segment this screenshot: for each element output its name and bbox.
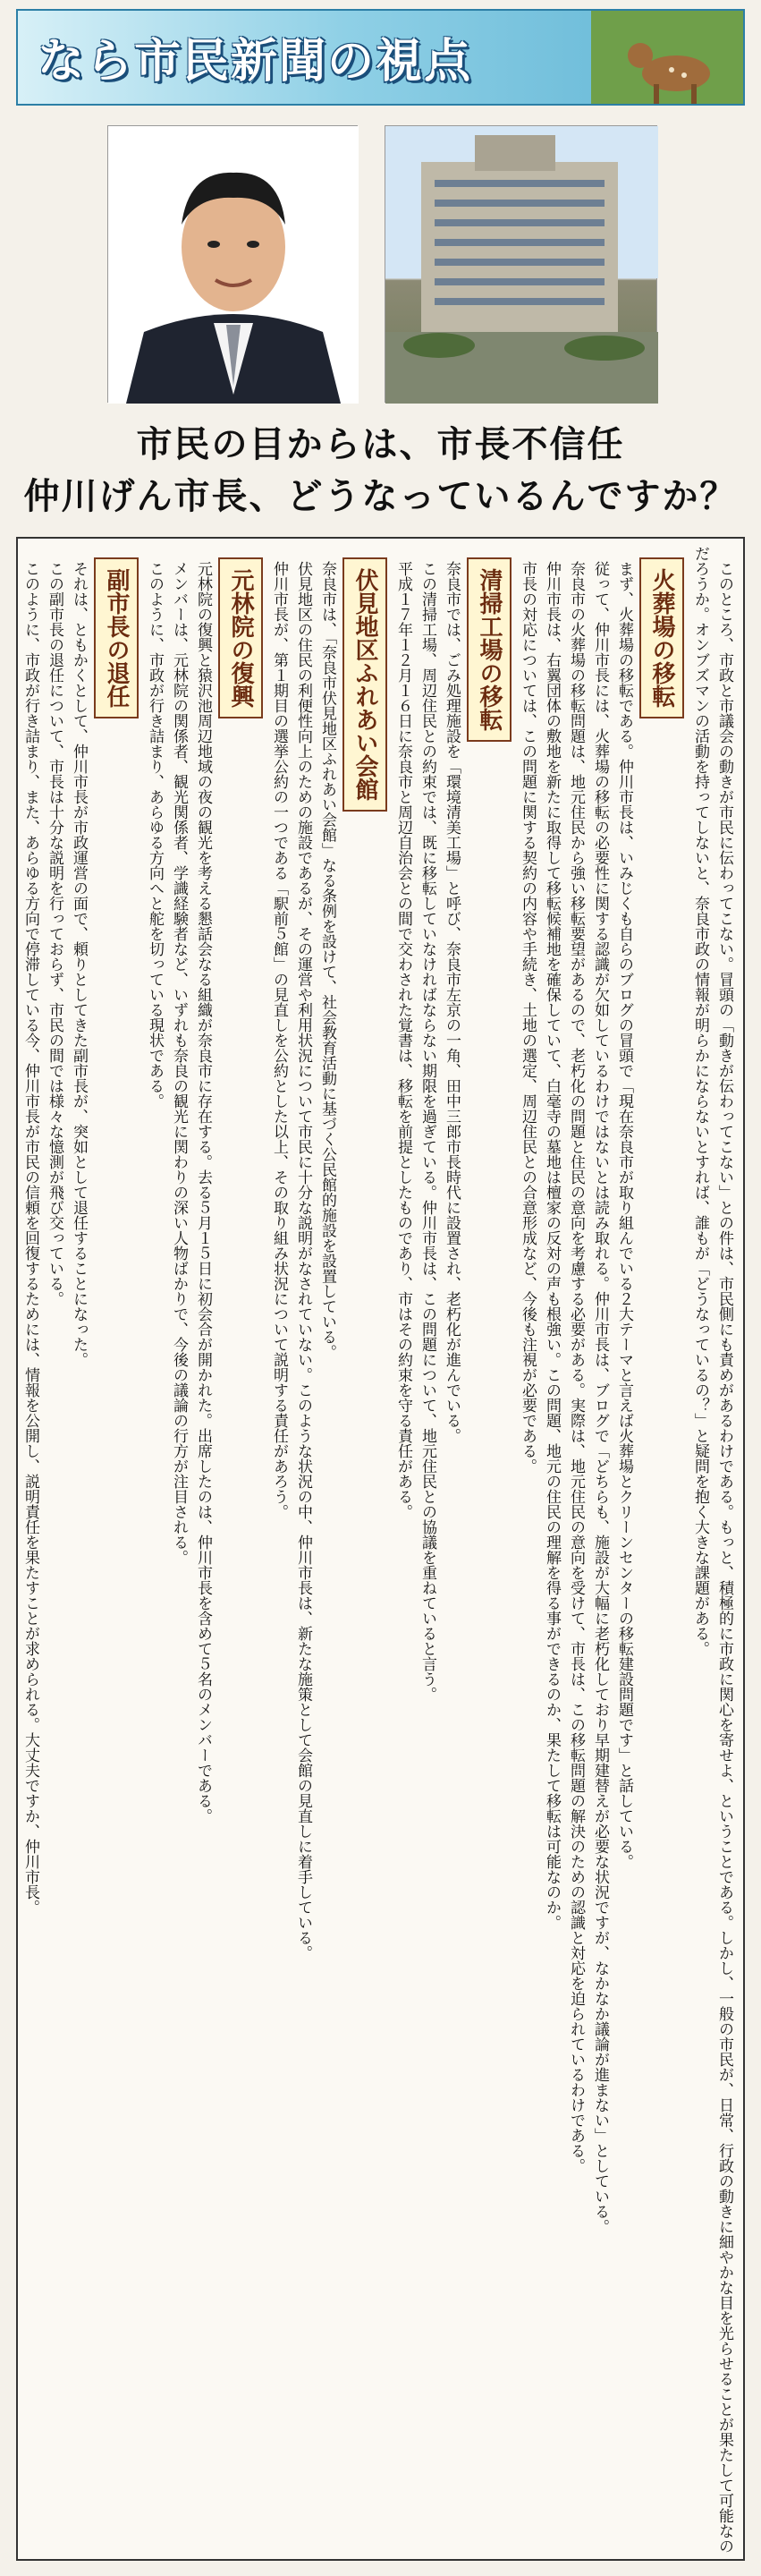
headline-line-1: 市民の目からは、市長不信任 <box>136 423 625 465</box>
paragraph: まず、火葬場の移転である。仲川市長は、いみじくも自らのブログの冒頭で「現在奈良市が取り組んでいる２大テーマと言えば火葬場とクリーンセンターの移転建設問題です」と話している。 <box>615 561 633 1869</box>
paragraph: 奈良市の火葬場の移転問題は、地元住民から強い移転要望があるので、老朽化の問題と住民の意向を考慮する必要がある。実際は、地元住民の意向を受けて、市長は、この移転問題の解決のための認識と対応を迫られているわけである。 <box>567 561 585 2173</box>
section-fushimi-hall <box>266 546 391 2554</box>
paragraph: 元林院の復興と猿沢池周辺地域の夜の観光を考える懇話会なる組織が奈良市に存在する。去る５月１５日に初会合が開かれた。出席したのは、仲川市長を含めて５名のメンバーである。 <box>194 561 212 1824</box>
paragraph: このように、市政が行き詰まり、また、あらゆる方向で停滞している今、仲川市長が市民の信頼を回復するためには、情報を公開し、説明責任を果たすことが求められる。大丈夫ですか、仲川市長。 <box>21 561 39 1915</box>
headline <box>0 419 761 523</box>
mayor-portrait <box>107 125 358 403</box>
deer-photo <box>591 11 743 104</box>
paragraph: この副市長の退任について、市長は十分な説明を行っておらず、市民の間では様々な憶測が飛び交っている。 <box>46 561 63 1306</box>
headline-line-2: 仲川げん市長、どうなっているんですか？ <box>23 475 738 517</box>
paragraph: 市長の対応については、この問題に関する契約の内容や手続き、土地の選定、周辺住民との合意形成など、今後も注視が必要である。 <box>519 561 537 1474</box>
section-intro <box>688 546 736 2554</box>
mayor-portrait-icon <box>108 126 359 404</box>
paragraph: メンバーは、元林院の関係者、観光関係者、学識経験者など、いずれも奈良の観光に関わりの深い人物ばかりで、今後の議論の行方が注目される。 <box>170 561 188 1565</box>
section-heading: 副市長の退任 <box>94 557 139 718</box>
article-body <box>21 546 736 2554</box>
deer-icon <box>591 11 743 104</box>
section-deputy-mayor <box>18 546 142 2554</box>
section-crematorium <box>515 546 688 2554</box>
section-heading: 火葬場の移転 <box>639 557 684 718</box>
header-banner <box>16 9 745 106</box>
paragraph: 奈良市では、ごみ処理施設を「環境清美工場」と呼び、奈良市左京の一角、田中三郎市長時代に設置され、老朽化が進んでいる。 <box>443 561 461 1443</box>
city-hall-icon <box>385 126 658 404</box>
paragraph: このところ、市政と市議会の動きが市民に伝わってこない。冒頭の「動きが伝わってこない」との件は、市民側にも責めがあるわけである。もっと、積極的に市政に関心を寄せよ、ということである。しかし、一般の市民が、日常、行政の動きに細やかな目を光らせることが果たして可能なのだろうか。オンブズマンの活動を持ってしないと、奈良市政の情報が明らかにならないとすれば、誰もが「どうなっているの？」と疑問を抱く大きな課題がある。 <box>691 546 733 2554</box>
paragraph: 伏見地区の住民の利便性向上のための施設であるが、その運営や利用状況について市民に十分な説明がなされていない。このような状況の中、仲川市長は、新たな施策として会館の見直しに着手している。 <box>294 561 312 1960</box>
paragraph: このように、市政が行き詰まり、あらゆる方向へと舵を切っている現状である。 <box>146 561 164 1109</box>
paragraph: この清掃工場、周辺住民との約束では、既に移転していなければならない期限を過ぎている。仲川市長は、この問題について、地元住民との協議を重ねていると言う。 <box>419 561 436 1702</box>
paragraph: 従って、仲川市長には、火葬場の移転の必要性に関する認識が欠如しているわけではないとは読み取れる。仲川市長は、ブログで「どちらも、施設が大幅に老朽化しており早期建替えが必要な状況ですが、なかなか議論が進まない」としている。 <box>591 561 609 2234</box>
paragraph: 奈良市は、「奈良市伏見地区ふれあい会館」なる条例を設けて、社会教育活動に基づく公民館的施設を設置している。 <box>318 561 336 1360</box>
paragraph: 仲川市長が、第１期目の選挙公約の一つである「駅前５館」の見直しを公約とした以上、その取り組み状況について説明する責任があろう。 <box>270 561 288 1519</box>
section-heading: 清掃工場の移転 <box>467 557 512 742</box>
city-hall-photo <box>385 125 657 403</box>
section-heading: 伏見地区ふれあい会館 <box>342 557 387 812</box>
section-ganrinin <box>142 546 266 2554</box>
section-heading: 元林院の復興 <box>218 557 263 718</box>
section-cleaning-plant <box>391 546 515 2554</box>
banner-title: なら市民新聞の視点 <box>38 35 473 89</box>
paragraph: 平成１７年１２月１６日に奈良市と周辺自治会との間で交わされた覚書は、移転を前提としたものであり、市はその約束を守る責任がある。 <box>394 561 412 1519</box>
paragraph: それは、ともかくとして、仲川市長が市政運営の面で、頼りとしてきた副市長が、突如として退任することになった。 <box>70 561 88 1367</box>
paragraph: 仲川市長は、右翼団体の敷地を新たに取得して移転候補地を確保していて、白毫寺の墓地は檀家の反対の声も根強い。この問題、地元の住民の理解を得る事ができるのか、果たして移転は可能なのか。 <box>543 561 561 1930</box>
